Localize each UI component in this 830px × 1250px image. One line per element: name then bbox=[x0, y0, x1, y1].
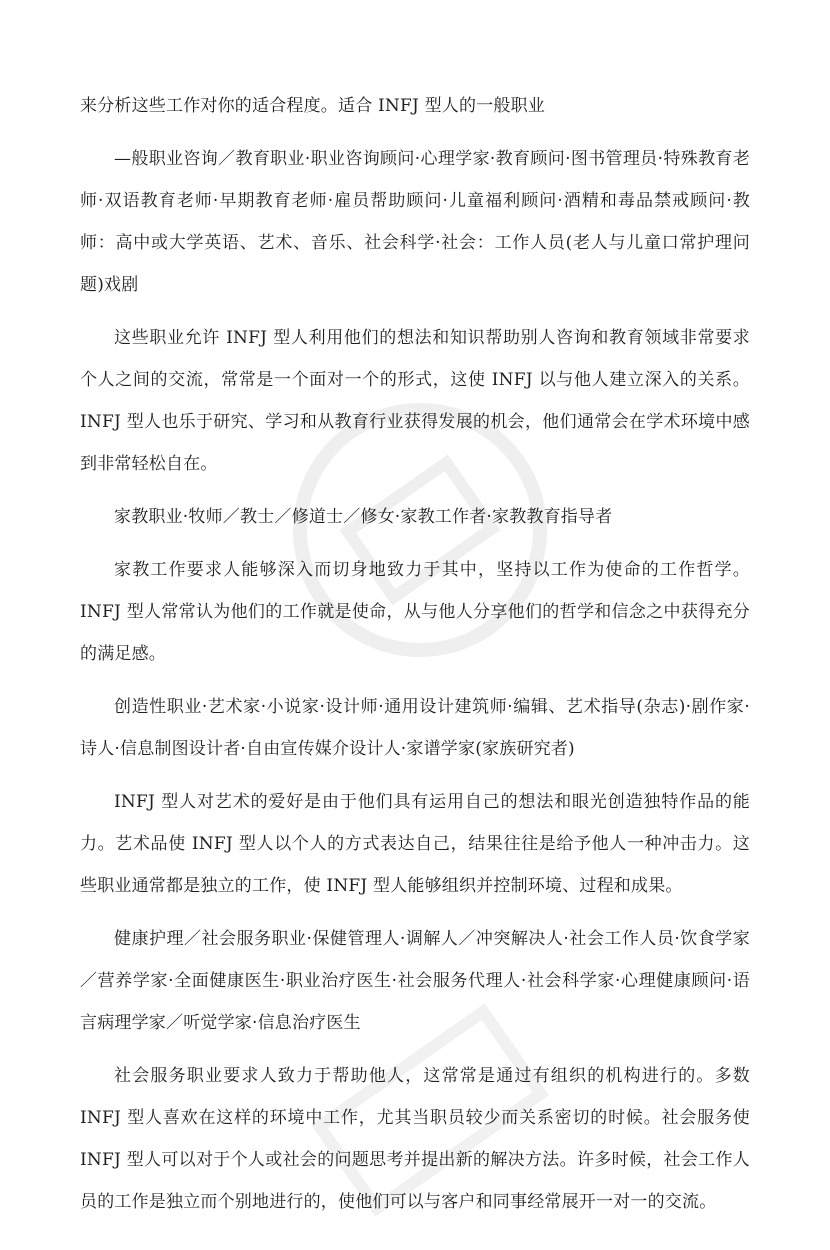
paragraph-health-careers: 健康护理／社会服务职业·保健管理人·调解人／冲突解决人·社会工作人员·饮食学家／营养学家·全面健康医生·职业治疗医生·社会服务代理人·社会科学家·心理健康顾问·语言病理学家／听觉学家·信息治疗医生 bbox=[80, 929, 750, 1033]
paragraph-health-explanation: 社会服务职业要求人致力于帮助他人，这常常是通过有组织的机构进行的。多数 INFJ 型人喜欢在这样的环境中工作，尤其当职员较少而关系密切的时候。社会服务使 INFJ 型人可以对于个人或社会的问题思考并提出新的解决方法。许多时候，社会工作人员的工作是独立而个别地进行的，使他们可以与客户和同事经常展开一对一的交流。 bbox=[80, 1066, 750, 1212]
paragraph-education-careers: —般职业咨询／教育职业·职业咨询顾问·心理学家·教育顾问·图书管理员·特殊教育老师·双语教育老师·早期教育老师·雇员帮助顾问·儿童福利顾问·酒精和毒品禁戒顾问·教师：高中或大学英语、艺术、音乐、社会科学·社会：工作人员(老人与儿童口常护理问题)戏剧 bbox=[80, 149, 750, 295]
paragraph-religious-careers: 家教职业·牧师／教士／修道士／修女·家教工作者·家教教育指导者 bbox=[114, 507, 613, 527]
paragraph-religious-explanation: 家教工作要求人能够深入而切身地致力于其中，坚持以工作为使命的工作哲学。INFJ 型人常常认为他们的工作就是使命，从与他人分享他们的哲学和信念之中获得充分的满足感。 bbox=[80, 560, 750, 664]
paragraph-creative-careers: 创造性职业·艺术家·小说家·设计师·通用设计建筑师·编辑、艺术指导(杂志)·剧作家·诗人·信息制图设计者·自由宣传媒介设计人·家谱学家(家族研究者) bbox=[80, 697, 750, 759]
paragraph-intro: 来分析这些工作对你的适合程度。适合 INFJ 型人的一般职业 bbox=[80, 96, 546, 116]
paragraph-education-explanation: 这些职业允许 INFJ 型人利用他们的想法和知识帮助别人咨询和教育领域非常要求个人之间的交流，常常是一个面对一个的形式，这使 INFJ 以与他人建立深入的关系。INFJ 型人也乐于研究、学习和从教育行业获得发展的机会，他们通常会在学术环境中感到非常轻松自在。 bbox=[80, 328, 750, 474]
paragraph-creative-explanation: INFJ 型人对艺术的爱好是由于他们具有运用自己的想法和眼光创造独特作品的能力。艺术品使 INFJ 型人以个人的方式表达自己，结果往往是给予他人一种冲击力。这些职业通常都是独立的工作，使 INFJ 型人能够组织并控制环境、过程和成果。 bbox=[80, 792, 750, 896]
